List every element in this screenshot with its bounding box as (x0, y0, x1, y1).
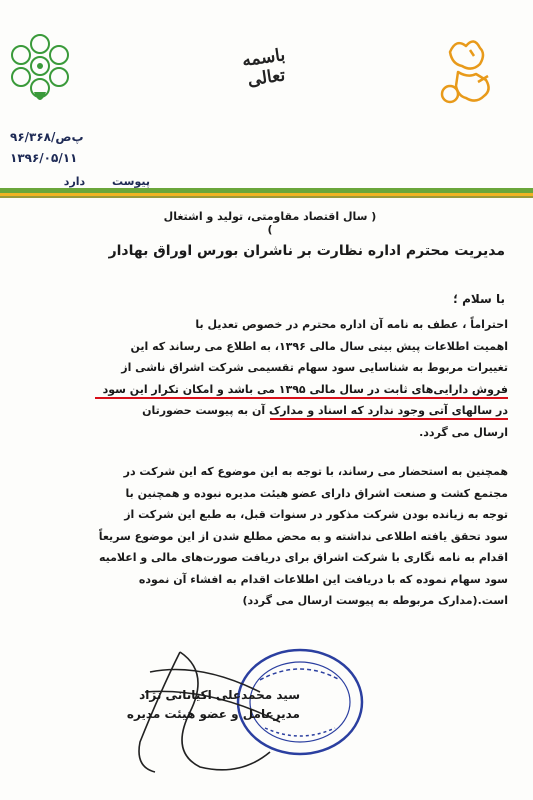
body-line-highlighted: در سالهای آتی وجود ندارد که اسناد و مدارک آن به پیوست حضورتان (142, 404, 508, 417)
letter-number: ۹۶/۳۶۸/پ‌ص (10, 130, 84, 144)
signatory-title: مدیرعامل و عضو هیئت مدیره (126, 707, 300, 721)
body-line: توجه به زیانده بودن شرکت مذکور در سنوات قبل، به طبع این شرکت از (124, 508, 508, 521)
body-line: تغییرات مربوط به شناسایی سود سهام تقسیمی شرکت اشراق ناشی از (121, 361, 508, 374)
body-line: اقدام به نامه نگاری با شرکت اشراق برای دریافت صورت‌های مالی و اعلامیه (98, 551, 508, 564)
body-line: ارسال می گردد. (419, 425, 508, 439)
animal-logo-icon (436, 34, 500, 108)
attachment-row (30, 175, 150, 189)
attachment-value: دارد (63, 175, 86, 188)
highlight-underline (270, 418, 508, 420)
recipient: مدیریت محترم اداره نظارت بر ناشران بورس اوراق بهادار (108, 243, 505, 259)
tree-logo-icon (4, 30, 76, 112)
slogan: ( سال اقتصاد مقاومتی، تولید و اشتغال ) (163, 210, 377, 236)
body-line-highlighted: فروش دارایی‌های ثابت در سال مالی ۱۳۹۵ می باشد و امکان تکرار این سود (102, 382, 508, 396)
body-line: همچنین به استحضار می رساند، با توجه به این موضوع که این شرکت در (123, 465, 508, 478)
basmala: باسمه تعالی (240, 45, 287, 91)
body-line: سود تحقق یافته اطلاعی نداشته و به محض مطلع شدن از این موضوع سریعاً (98, 529, 508, 543)
body-line: اهمیت اطلاعات پیش بینی سال مالی ۱۳۹۶، به اطلاع می رساند که این (130, 339, 508, 353)
body-paragraph-1 (88, 314, 508, 443)
header-band-olive (0, 196, 533, 198)
body-line: مجتمع کشت و صنعت اشراق دارای عضو هیئت مدیره نبوده و همچنین با (125, 486, 508, 500)
body-line: است.(مدارک مربوطه به پیوست ارسال می گردد) (242, 594, 508, 607)
body-line: سود سهام نموده که با دریافت این اطلاعات اقدام به افشاء آن نموده (138, 572, 508, 586)
signatory-name: سید محمدعلی اکیانانی نژاد (139, 688, 300, 702)
body-line: احتراماً ، عطف به نامه آن اداره محترم در خصوص تعدیل با (195, 318, 508, 331)
highlight-underline (95, 397, 508, 399)
body-paragraph-2 (88, 461, 508, 612)
letter-date: ۱۳۹۶/۰۵/۱۱ (10, 151, 78, 165)
greeting: با سلام ؛ (453, 292, 505, 306)
attachment-label: پیوست (112, 175, 150, 188)
